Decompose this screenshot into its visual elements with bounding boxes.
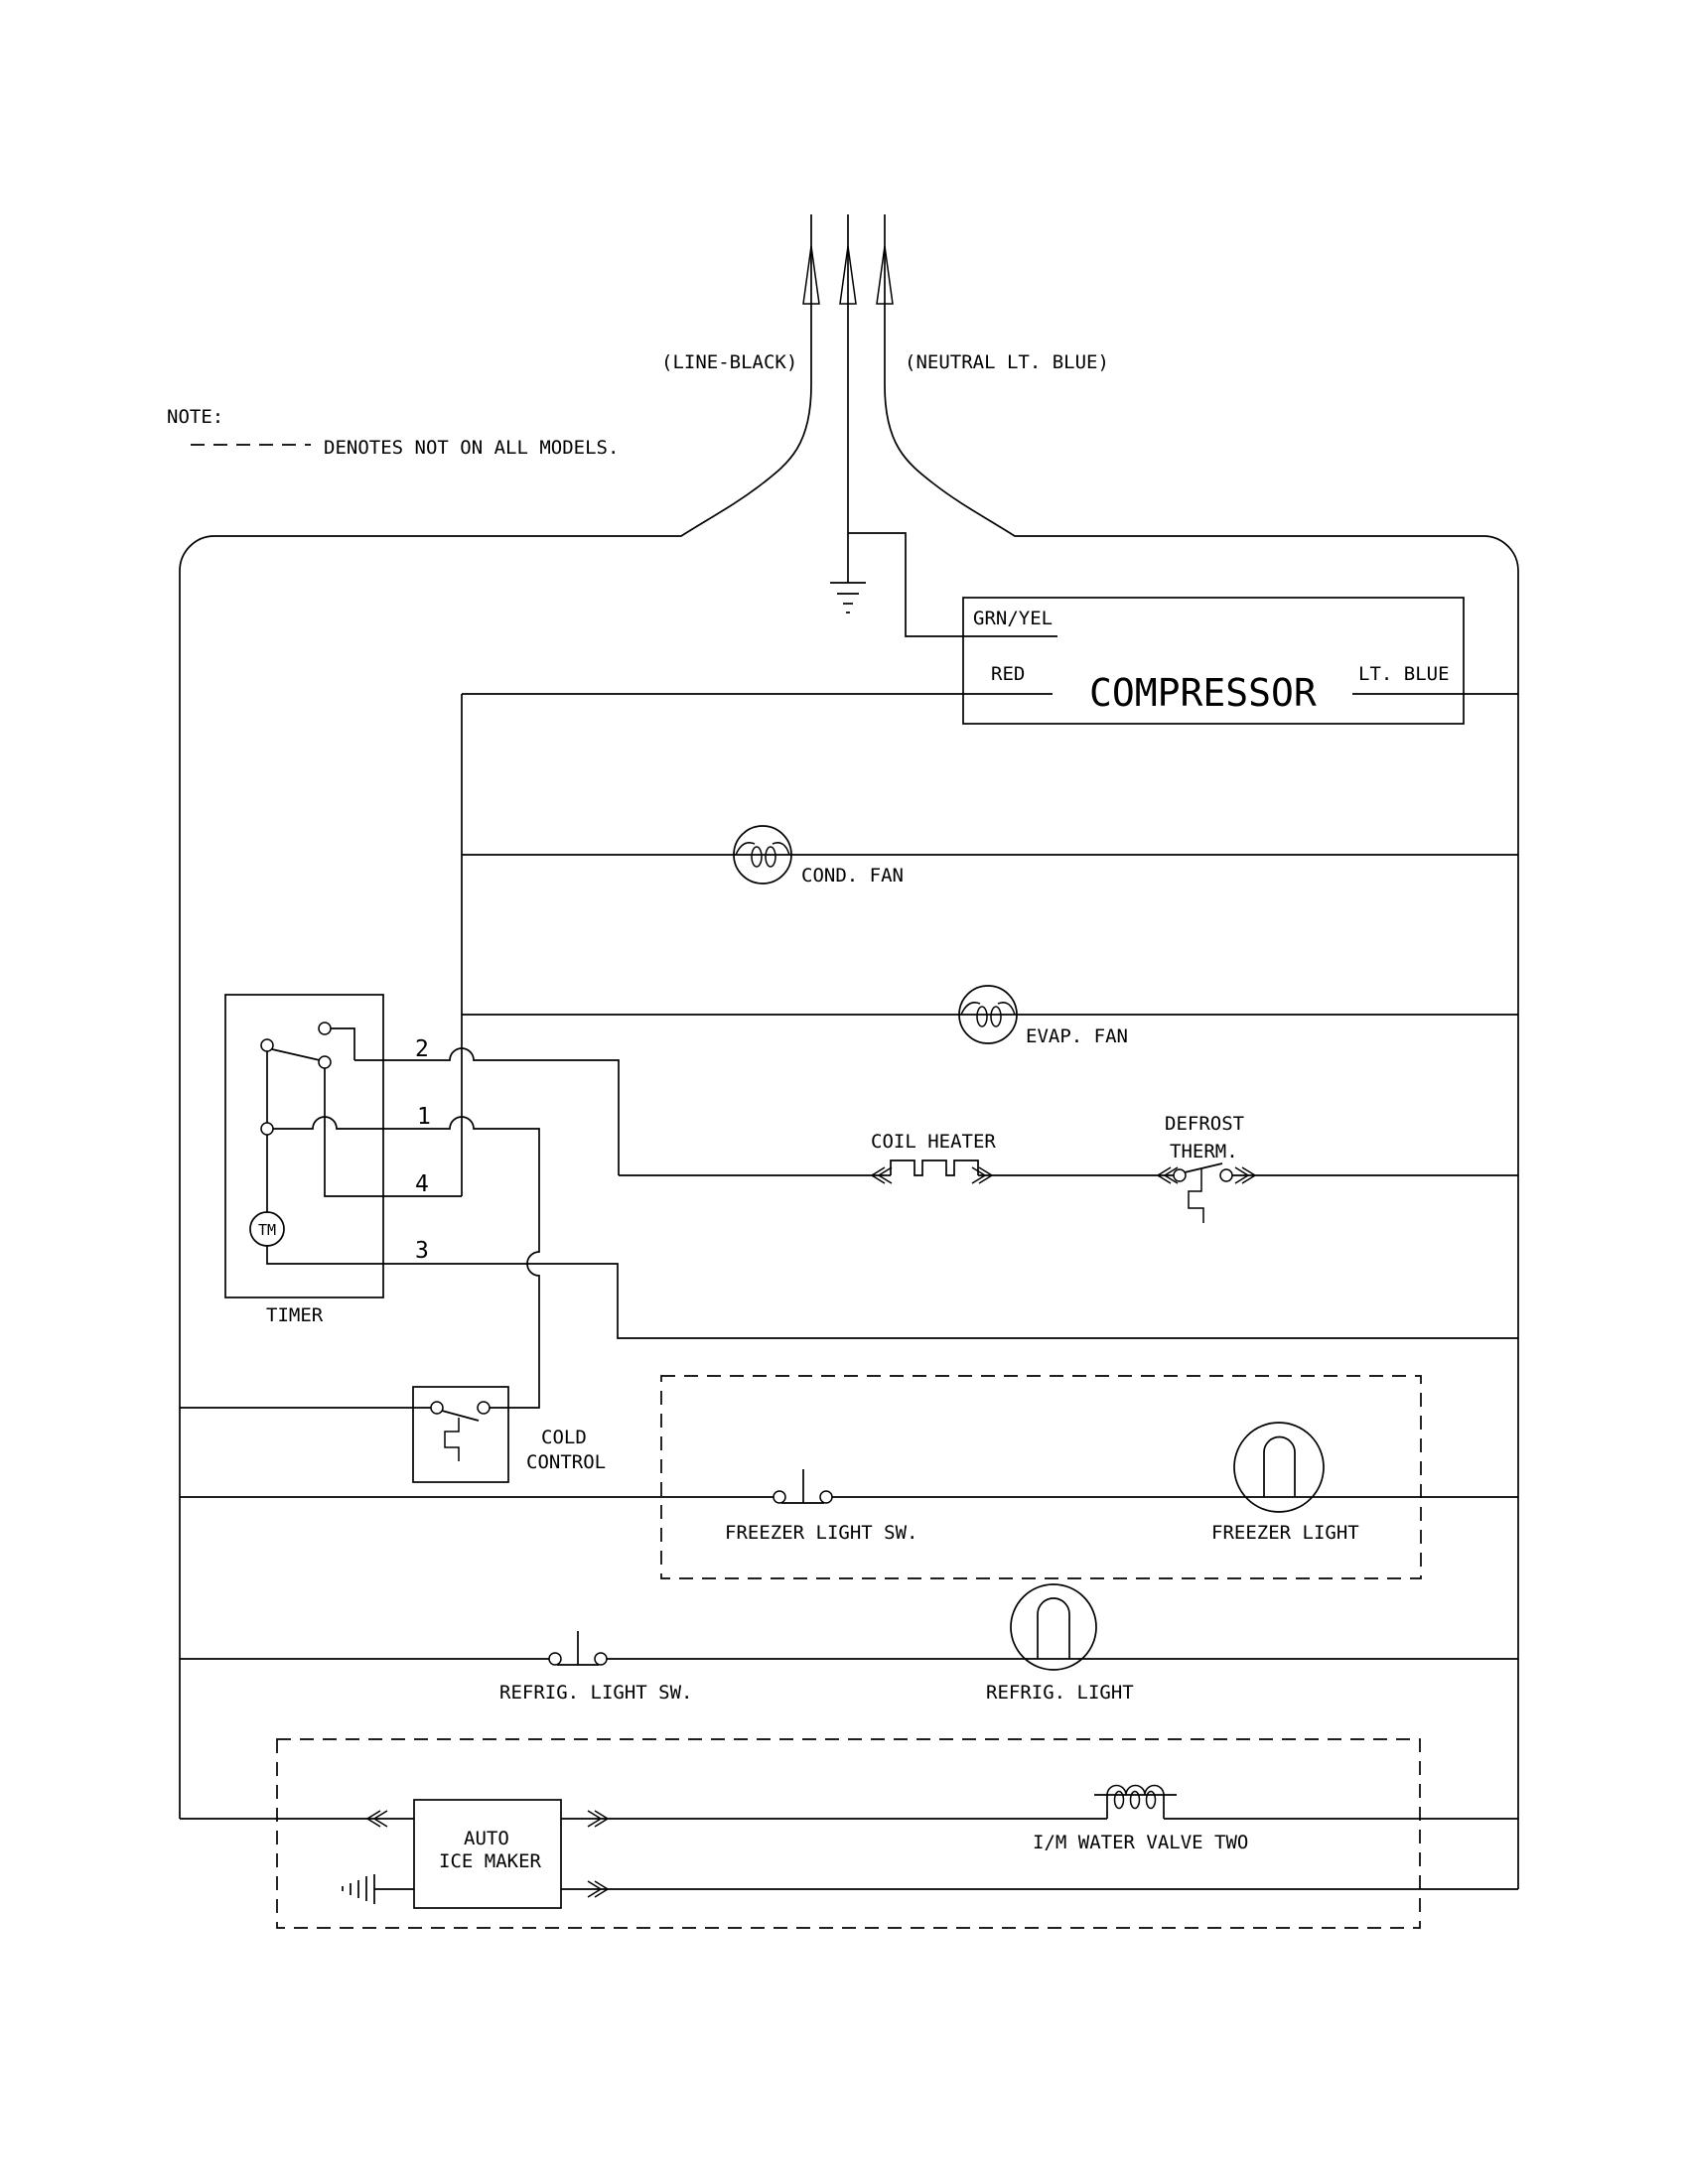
refrig-switch-contact — [549, 1653, 561, 1665]
timer-terminal-4-label: 4 — [415, 1171, 429, 1197]
compressor-title: COMPRESSOR — [1089, 671, 1317, 715]
cold-control-contact — [478, 1402, 490, 1414]
water-valve-label: I/M WATER VALVE TWO — [1033, 1832, 1249, 1853]
cold-control-blade — [442, 1411, 479, 1421]
evap-fan-label: EVAP. FAN — [1026, 1025, 1128, 1047]
freezer-light-bulb-icon — [1234, 1423, 1324, 1512]
defrost-therm-contact — [1174, 1169, 1186, 1181]
timer-contact-2 — [319, 1023, 331, 1034]
timer-contact-4 — [319, 1056, 331, 1068]
timer-wire-1 — [273, 1117, 539, 1408]
compressor-ground-terminal-label: GRN/YEL — [973, 608, 1054, 629]
refrig-light-sw-label: REFRIG. LIGHT SW. — [499, 1682, 693, 1704]
compressor-line-terminal-label: RED — [991, 663, 1026, 685]
condenser-fan — [462, 826, 1518, 887]
compressor-neutral-terminal-label: LT. BLUE — [1358, 663, 1450, 685]
freezer-light-filament — [1264, 1436, 1295, 1497]
coil-heater-label: COIL HEATER — [871, 1131, 996, 1153]
neutral-label: (NEUTRAL LT. BLUE) — [905, 351, 1109, 373]
defrost-therm-label-line1: DEFROST — [1165, 1113, 1245, 1135]
coil-heater-element-icon — [891, 1160, 978, 1175]
ice-maker-label-line2: ICE MAKER — [439, 1850, 541, 1872]
timer-motor-label: TM — [257, 1221, 277, 1239]
freezer-light-circuit — [180, 1376, 1518, 1578]
freezer-optional-dashed-box — [661, 1376, 1421, 1578]
ice-maker-optional-dashed-box — [277, 1739, 1420, 1928]
refrig-switch-contact — [595, 1653, 607, 1665]
timer-wire-3 — [267, 1246, 1518, 1338]
timer-terminal-1-label: 1 — [417, 1104, 431, 1130]
cold-control-label-line1: COLD — [541, 1427, 587, 1448]
neutral-conductor-and-right-bus — [885, 214, 1518, 1889]
freezer-light-label: FREEZER LIGHT — [1211, 1522, 1359, 1544]
cold-control-label-line2: CONTROL — [526, 1451, 607, 1473]
timer-contact-1 — [261, 1123, 273, 1135]
defrost-timer — [225, 995, 1518, 1408]
evaporator-fan — [462, 986, 1518, 1047]
timer-wire-4 — [325, 1068, 462, 1196]
timer-pivot-contact — [261, 1039, 273, 1051]
water-valve-coil-icon — [1094, 1786, 1177, 1820]
cold-control — [180, 1387, 606, 1482]
freezer-light-sw-label: FREEZER LIGHT SW. — [725, 1522, 918, 1544]
note-heading: NOTE: — [167, 406, 224, 428]
supply-cord — [180, 214, 1518, 1889]
refrig-light-label: REFRIG. LIGHT — [986, 1682, 1134, 1704]
note-text: DENOTES NOT ON ALL MODELS. — [324, 437, 620, 459]
line-label: (LINE-BLACK) — [661, 351, 798, 373]
defrost-therm-blade — [1185, 1163, 1222, 1172]
freezer-switch-contact — [820, 1491, 832, 1503]
note-legend — [167, 406, 619, 459]
cold-control-box — [413, 1387, 508, 1482]
timer-label: TIMER — [266, 1304, 324, 1326]
refrig-light-circuit — [180, 1584, 1518, 1704]
defrost-heater-circuit — [619, 1113, 1518, 1223]
defrost-therm-bimetal-icon — [1189, 1168, 1203, 1223]
defrost-therm-contact — [1220, 1169, 1232, 1181]
timer-switch-blade — [272, 1049, 320, 1060]
chassis-ground-icon — [343, 1874, 414, 1904]
ice-maker-circuit — [180, 1739, 1518, 1928]
ice-maker-label-line1: AUTO — [464, 1828, 509, 1849]
compressor — [462, 598, 1518, 724]
refrig-light-bulb-icon — [1011, 1584, 1096, 1670]
earth-ground-icon — [830, 583, 866, 613]
timer-box — [225, 995, 383, 1297]
cold-control-bimetal-icon — [445, 1418, 459, 1461]
timer-terminal-2-label: 2 — [415, 1036, 429, 1062]
refrig-light-filament — [1038, 1598, 1069, 1659]
cold-control-contact — [431, 1402, 443, 1414]
timer-wire-2 — [354, 1048, 619, 1175]
timer-terminal-3-label: 3 — [415, 1238, 429, 1264]
freezer-switch-contact — [774, 1491, 785, 1503]
defrost-therm-label-line2: THERM. — [1170, 1141, 1238, 1162]
cond-fan-label: COND. FAN — [801, 865, 904, 887]
